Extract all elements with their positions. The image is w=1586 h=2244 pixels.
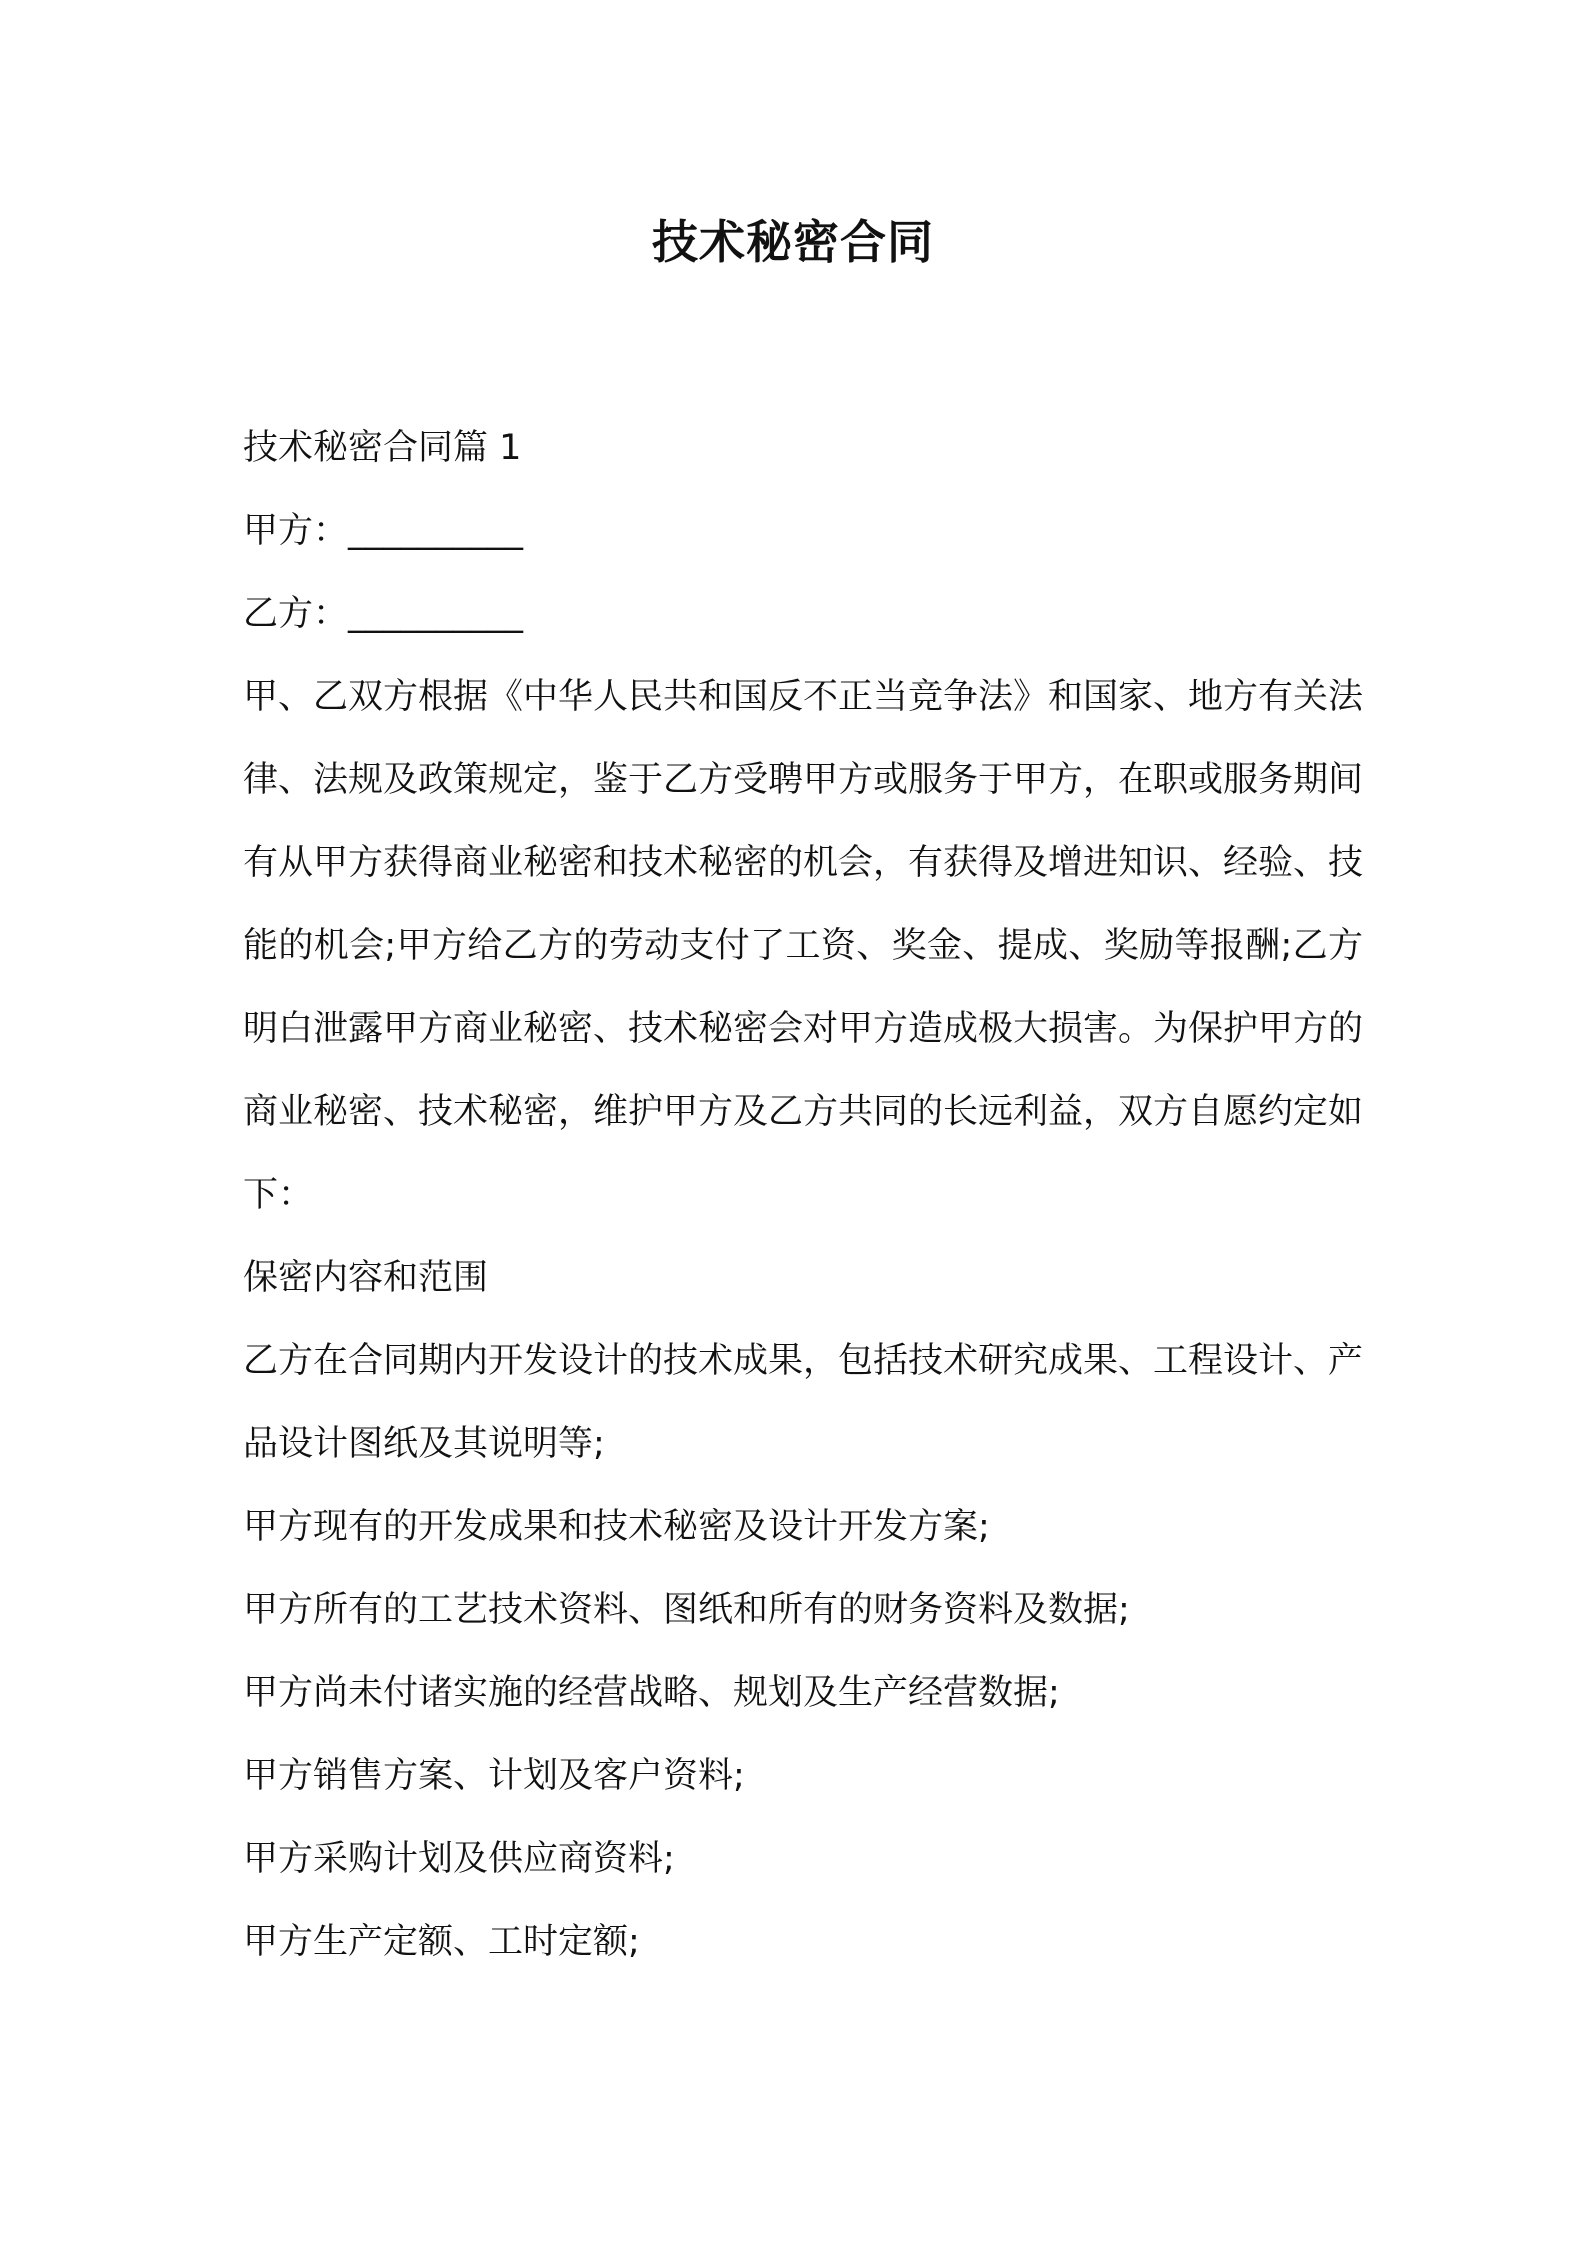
party-b-field: 乙方：__________: [243, 594, 524, 634]
document-body: [243, 407, 1363, 1984]
scope-item: 甲方尚未付诸实施的经营战略、规划及生产经营数据;: [243, 1673, 1060, 1713]
scope-heading: 保密内容和范围: [243, 1258, 489, 1298]
party-a-field: 甲方：__________: [243, 511, 524, 551]
scope-item: 甲方采购计划及供应商资料;: [243, 1839, 675, 1879]
scope-item: 甲方销售方案、计划及客户资料;: [243, 1756, 745, 1796]
intro-paragraph: 甲、乙双方根据《中华人民共和国反不正当竞争法》和国家、地方有关法律、法规及政策规定，鉴于乙方受聘甲方或服务于甲方，在职或服务期间有从甲方获得商业秘密和技术秘密的机会，有获得及增进知识、经验、技能的机会;甲方给乙方的劳动支付了工资、奖金、提成、奖励等报酬;乙方明白泄露甲方商业秘密、技术秘密会对甲方造成极大损害。为保护甲方的商业秘密、技术秘密，维护甲方及乙方共同的长远利益，双方自愿约定如下：: [243, 677, 1364, 1215]
scope-item: 甲方生产定额、工时定额;: [243, 1922, 640, 1962]
scope-item: 乙方在合同期内开发设计的技术成果，包括技术研究成果、工程设计、产品设计图纸及其说明等;: [243, 1341, 1364, 1464]
scope-item: 甲方现有的开发成果和技术秘密及设计开发方案;: [243, 1507, 990, 1547]
document-title: 技术秘密合同: [652, 215, 934, 269]
scope-item: 甲方所有的工艺技术资料、图纸和所有的财务资料及数据;: [243, 1590, 1130, 1630]
section-heading: 技术秘密合同篇 1: [243, 428, 522, 468]
